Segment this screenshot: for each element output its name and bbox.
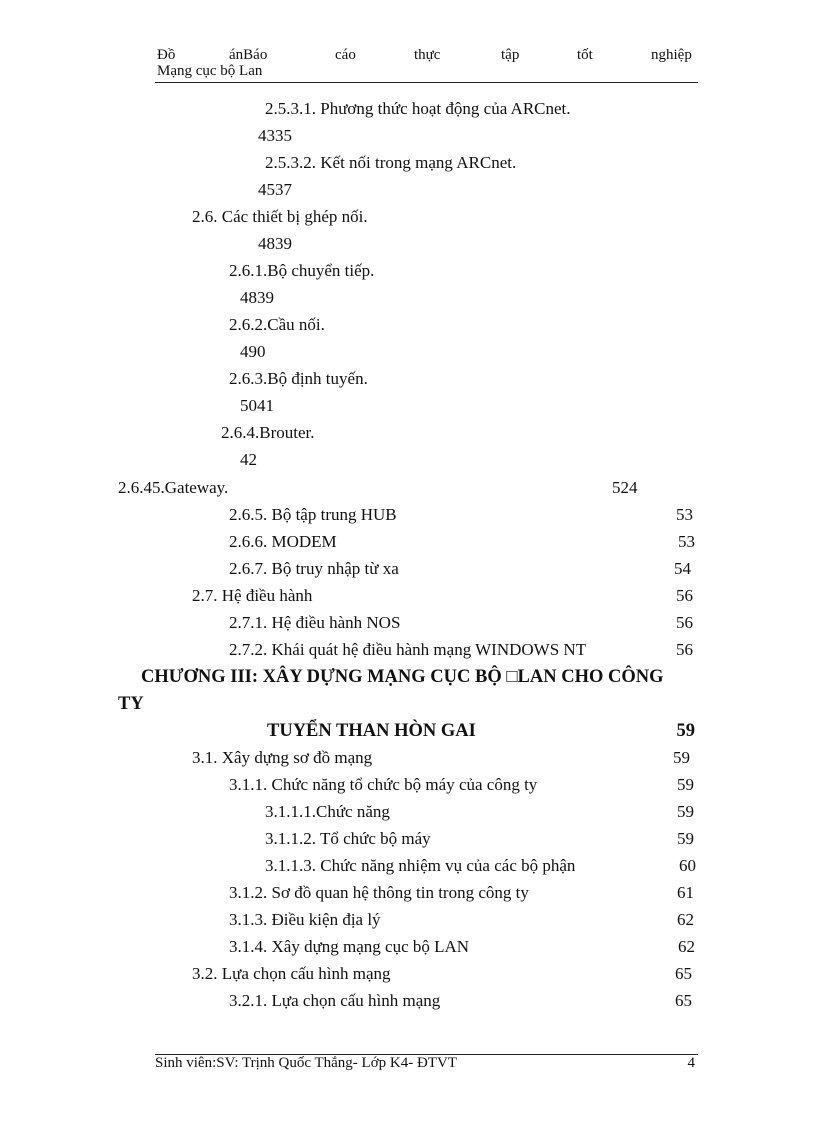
header-word: tốt: [577, 47, 593, 63]
toc-line: 4839: [240, 288, 274, 307]
toc-line: 2.6.4.Brouter.: [221, 423, 315, 442]
header-word: ánBáo: [229, 47, 268, 63]
toc-entry-label: 3.1.1.2. Tổ chức bộ máy: [265, 829, 431, 848]
toc-entry-label: 3.1.4. Xây dựng mạng cục bộ LAN: [229, 937, 470, 956]
chapter-subtitle: TUYỂN THAN HÒN GAI: [267, 721, 476, 741]
toc-entry-label: 2.7.2. Khái quát hệ điều hành mạng WINDOWS NT: [229, 640, 587, 659]
toc-entry-label: 2.6.7. Bộ truy nhập từ xa: [229, 559, 399, 578]
toc-line: 2.6. Các thiết bị ghép nối.: [192, 207, 368, 226]
toc-line: 2.5.3.2. Kết nối trong mạng ARCnet.: [265, 153, 517, 172]
toc-entry-label: 2.7. Hệ điều hành: [192, 586, 313, 605]
toc-entry-label: 3.1.1.1.Chức năng: [265, 802, 390, 821]
page-number: 4: [687, 1055, 695, 1071]
toc-line: 4537: [258, 180, 292, 199]
toc-line: 42: [240, 450, 257, 469]
toc-entry-page: 524: [612, 478, 638, 497]
header-word: thực: [414, 47, 441, 63]
toc-entry-label: 2.6.5. Bộ tập trung HUB: [229, 505, 397, 524]
toc-line: 2.6.3.Bộ định tuyến.: [229, 369, 368, 388]
toc-line: 4839: [258, 234, 292, 253]
toc-entry-page: 59: [673, 748, 690, 767]
header-rule: [155, 82, 698, 83]
toc-line: 2.6.1.Bộ chuyển tiếp.: [229, 261, 375, 280]
toc-entry-label: 3.1.1.3. Chức năng nhiệm vụ của các bộ phận: [265, 856, 576, 875]
toc-entry-label: 2.6.6. MODEM: [229, 532, 337, 551]
header-subtitle: Mạng cục bộ Lan: [157, 63, 263, 79]
header-word: tập: [501, 47, 520, 63]
toc-entry-page: 65: [675, 964, 692, 983]
chapter-heading: CHƯƠNG III: XÂY DỰNG MẠNG CỤC BỘ □LAN CHO CÔNG: [141, 667, 664, 687]
chapter-heading-cont: TY: [118, 694, 144, 714]
toc-entry-page: 56: [676, 640, 693, 659]
toc-entry-page: 53: [676, 505, 693, 524]
toc-entry-page: 62: [677, 910, 694, 929]
toc-line: 5041: [240, 396, 274, 415]
toc-entry-page: 60: [679, 856, 696, 875]
toc-entry-page: 61: [677, 883, 694, 902]
toc-line: 2.6.2.Cầu nối.: [229, 315, 325, 334]
toc-entry-page: 59: [677, 829, 694, 848]
toc-line: 4335: [258, 126, 292, 145]
toc-entry-page: 59: [677, 802, 694, 821]
header-word: cáo: [335, 47, 356, 63]
toc-entry-label: 3.1. Xây dựng sơ đồ mạng: [192, 748, 373, 767]
toc-entry-page: 56: [676, 586, 693, 605]
toc-entry-page: 65: [675, 991, 692, 1010]
toc-entry-page: 62: [678, 937, 695, 956]
toc-entry-label: 3.1.3. Điều kiện địa lý: [229, 910, 381, 929]
toc-entry-page: 54: [674, 559, 691, 578]
toc-entry-page: 56: [676, 613, 693, 632]
header-word: Đồ: [157, 47, 176, 63]
toc-line: 490: [240, 342, 266, 361]
toc-entry-label: 3.2. Lựa chọn cấu hình mạng: [192, 964, 391, 983]
footer-text: Sinh viên:SV: Trịnh Quốc Thắng- Lớp K4- ĐTVT: [155, 1055, 457, 1071]
toc-line: 2.5.3.1. Phương thức hoạt động của ARCnet.: [265, 99, 571, 118]
toc-entry-page: 53: [678, 532, 695, 551]
toc-entry-label: 2.6.45.Gateway.: [118, 478, 229, 497]
header-word: nghiệp: [651, 47, 692, 63]
chapter-page: 59: [676, 721, 695, 741]
toc-entry-label: 2.7.1. Hệ điều hành NOS: [229, 613, 401, 632]
toc-entry-page: 59: [677, 775, 694, 794]
toc-entry-label: 3.1.1. Chức năng tổ chức bộ máy của công ty: [229, 775, 538, 794]
toc-entry-label: 3.2.1. Lựa chọn cấu hình mạng: [229, 991, 441, 1010]
toc-entry-label: 3.1.2. Sơ đồ quan hệ thông tin trong công ty: [229, 883, 529, 902]
